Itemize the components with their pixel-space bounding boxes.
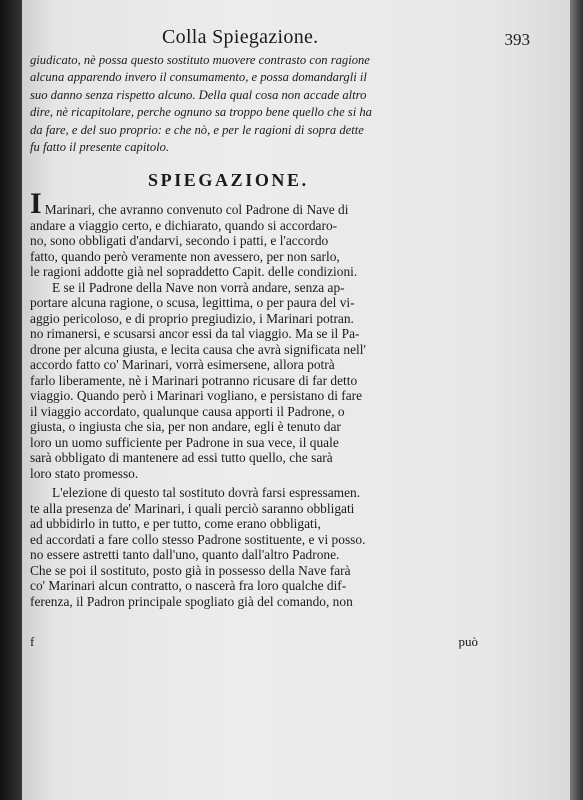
text-line: aggio pericoloso, e di proprio pregiudizio, i Marinari potran. [30,310,354,326]
page-number: 393 [504,30,530,49]
text-line: Che se poi il sostituto, posto già in possesso della Nave farà [30,562,351,578]
text-line: te alla presenza de' Marinari, i quali perciò saranno obbligati [30,500,355,516]
italic-line: dire, nè ricapitolare, perche ognuno sa troppo bene quello che si ha [30,105,372,120]
text-line: co' Marinari alcun contratto, o nascerà fra loro qualche dif- [30,578,347,593]
text-line: accordo fatto co' Marinari, vorrà esimersene, allora potrà [30,357,335,372]
paragraph-indent-line: L'elezione di questo tal sostituto dovrà farsi espressamen. [52,485,361,500]
page-edge-shadow [570,0,583,800]
italic-line: giudicato, nè possa questo sostituto muovere contrasto con ragione [30,53,370,67]
text-line: andare a viaggio certo, e dichiarato, quando si accordaro- [30,217,338,233]
text-line: ed accordati a fare collo stesso Padrone sostituente, e vi posso. [30,531,366,547]
catchword: può [458,634,478,649]
italic-line: alcuna apparendo invero il consumamento, e possa domandargli il [30,70,367,85]
text-line: loro un uomo sufficiente per Padrone in sua vece, il quale [30,434,339,450]
running-head: Colla Spiegazione. [162,26,319,48]
text-line: loro stato promesso. [30,465,139,481]
italic-line: da fare, e del suo proprio: e che nò, e per le ragioni di sopra dette [30,122,364,137]
text-line: giusta, o ingiusta che sia, per non andare, egli è tenuto dar [30,419,341,434]
italic-line: suo danno senza rispetto alcuno. Della qual cosa non accade altro [30,87,367,102]
text-line: no rimanersi, e scusarsi ancor essi da tal viaggio. Ma se il Pa- [30,326,360,341]
text-line: farlo liberamente, nè i Marinari potranno ricusare di far detto [30,372,358,388]
text-line: drone per alcuna giusta, e lecita causa che avrà significata nell' [30,341,366,357]
text-line: viaggio. Quando però i Marinari vogliano, e persistano di fare [30,388,363,403]
text-line: le ragioni addotte già nel sopraddetto Capit. delle condizioni. [30,264,358,279]
body-text [30,187,486,609]
signature-mark: f [30,634,35,649]
text-line: portare alcuna ragione, o scusa, legittima, o per paura del vi- [30,295,355,310]
text-line: sarà obbligato di mantenere ad essi tutto quello, che sarà [30,450,333,465]
section-heading: SPIEGAZIONE. [148,170,309,190]
paragraph-first-line: I Marinari, che avranno convenuto col Padrone di Nave di [30,187,349,220]
text-line: il viaggio accordato, qualunque causa apporti il Padrone, o [30,403,345,419]
italic-line: fu fatto il presente capitolo. [30,140,170,155]
preceding-italic-text [30,52,466,156]
book-page [22,0,570,800]
text-line: no, sono obbligati d'andarvi, secondo i patti, e l'accordo [30,233,329,248]
text-line: ferenza, il Padron principale spogliato già del comando, non [30,593,353,609]
text-line: ad ubbidirlo in tutto, e per tutto, come erano obbligati, [30,516,321,531]
text-line: no essere astretti tanto dall'uno, quanto dall'altro Padrone. [30,547,340,562]
paragraph-indent-line: E se il Padrone della Nave non vorrà andare, senza ap- [52,279,345,295]
text-line: fatto, quando però veramente non avessero, per non sarlo, [30,248,340,264]
